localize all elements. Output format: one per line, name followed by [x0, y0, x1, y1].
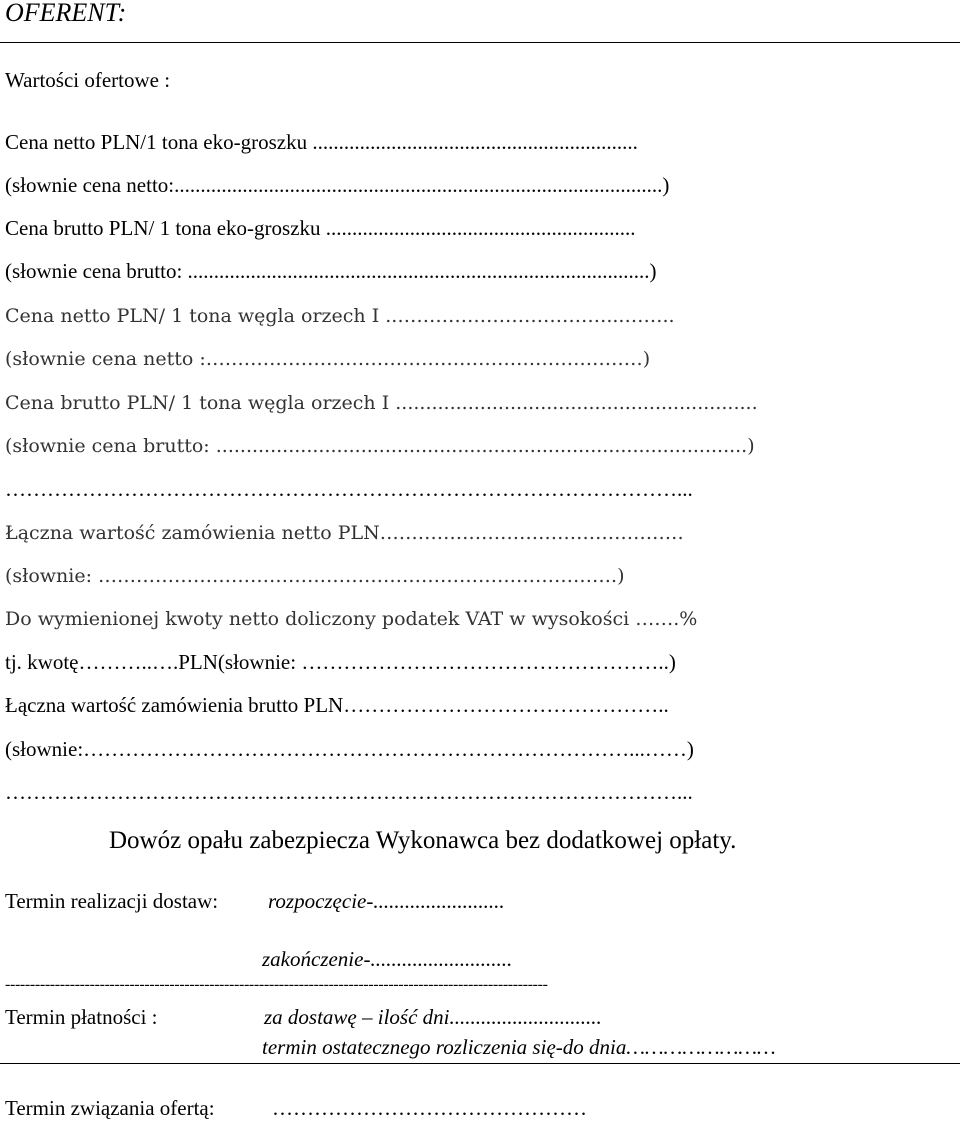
payment-divider	[0, 1063, 960, 1064]
form-row: (słownie cena netto:.............................................................................................)	[5, 173, 670, 197]
form-row: Cena brutto PLN/ 1 tona eko-groszku ...........................................................	[5, 216, 636, 240]
payment-final-date: termin ostatecznego rozliczenia się-do dnia……………………	[262, 1035, 776, 1059]
form-row: Do wymienionej kwoty netto doliczony podatek VAT w wysokości …….%	[5, 608, 698, 630]
form-row: (słownie cena netto :……………………………………………………………)	[5, 348, 651, 370]
payment-days: za dostawę – ilość dni.............................	[264, 1005, 602, 1029]
delivery-note: Dowóz opału zabezpiecza Wykonawca bez dodatkowej opłaty.	[109, 827, 737, 854]
form-row: tj. kwotę………..….PLN(słownie: ……………………………………………..)	[5, 650, 676, 674]
form-row: ……………………………………………………………………………………...	[5, 477, 693, 501]
form-row: Łączna wartość zamówienia netto PLN…………………………………………	[5, 522, 684, 544]
form-row: (słownie cena brutto: ........................................................................................)	[5, 259, 657, 283]
binding-dots: ………………………………………	[272, 1096, 587, 1120]
payment-label: Termin płatności :	[5, 1005, 158, 1029]
form-row: Cena brutto PLN/ 1 tona węgla orzech I ............................................................	[5, 392, 758, 414]
binding-label: Termin związania ofertą:	[5, 1096, 215, 1120]
delivery-start: rozpoczęcie-.........................	[268, 889, 505, 913]
title-divider	[0, 42, 960, 43]
form-row: (słownie cena brutto: ........................................................................................)	[5, 435, 755, 457]
page-title: OFERENT:	[5, 0, 127, 27]
dash-separator: -------------------------------------------------------------------------------------------------------------	[5, 976, 548, 993]
form-row: Cena netto PLN/ 1 tona węgla orzech I ..……………………………...……..	[5, 305, 675, 327]
delivery-terms-label: Termin realizacji dostaw:	[5, 889, 219, 913]
form-row: Cena netto PLN/1 tona eko-groszku ..............................................................	[5, 130, 638, 154]
section-heading: Wartości ofertowe :	[5, 68, 171, 92]
form-row: (słownie: ……………………………………………………………………….)	[5, 565, 625, 587]
delivery-end: zakończenie-...........................	[262, 947, 513, 971]
form-row: (słownie:……………………………………………………………………...……)	[5, 737, 694, 761]
form-row: ……………………………………………………………………………………...	[5, 780, 693, 804]
form-row: Łączna wartość zamówienia brutto PLN………………………………………..	[5, 693, 669, 717]
